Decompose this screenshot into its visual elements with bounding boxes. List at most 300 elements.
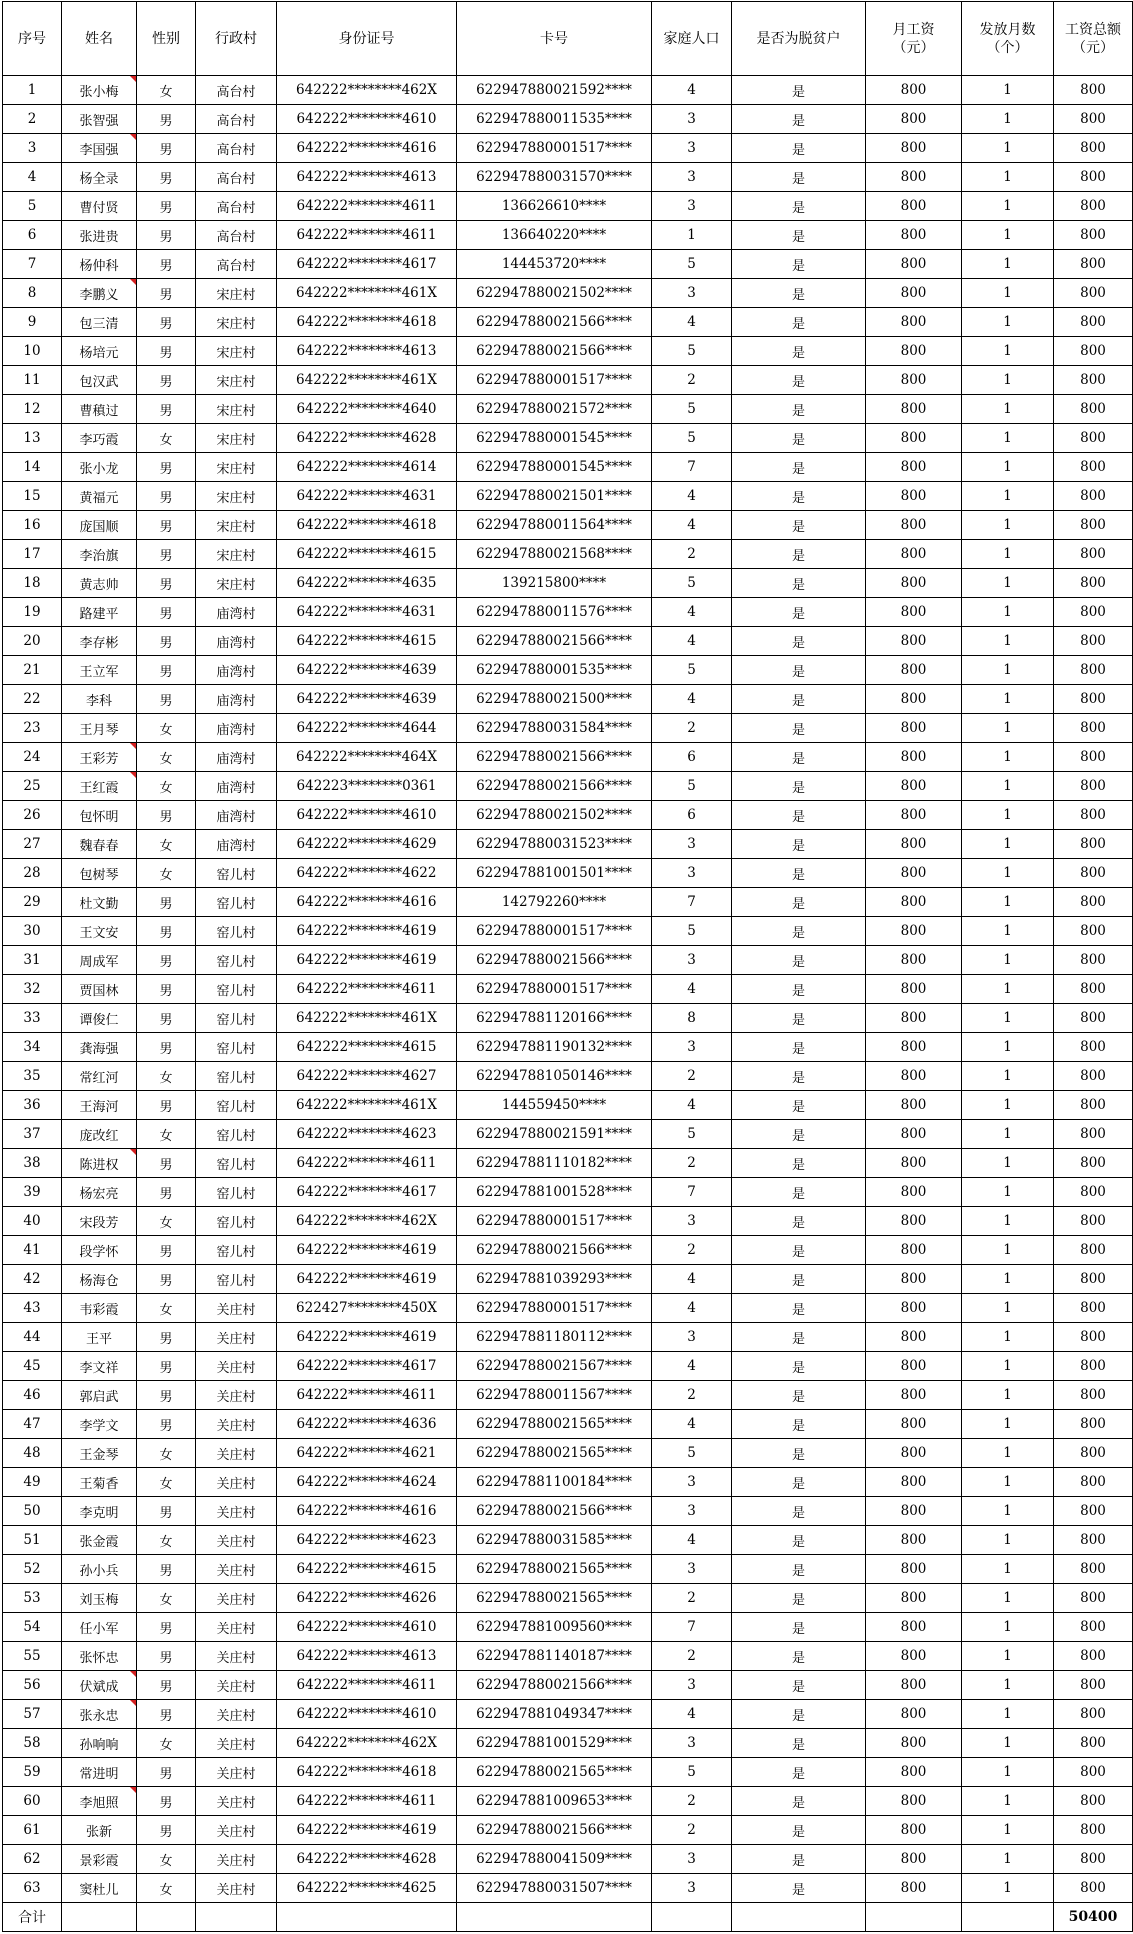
- cell-village: 宋庄村: [196, 453, 277, 482]
- cell-months-paid: 1: [962, 1845, 1054, 1874]
- header-family: 家庭人口: [652, 2, 732, 76]
- cell-village: 关庄村: [196, 1700, 277, 1729]
- cell-family-size: 3: [652, 1845, 732, 1874]
- cell-family-size: 5: [652, 395, 732, 424]
- table-row: [3, 946, 1133, 975]
- cell-total-wage: 800: [1054, 801, 1133, 830]
- cell-total-wage: 800: [1054, 1236, 1133, 1265]
- cell-monthly-wage: 800: [866, 424, 962, 453]
- cell-village: 关庄村: [196, 1729, 277, 1758]
- cell-gender: 男: [137, 1613, 196, 1642]
- cell-village: 庙湾村: [196, 743, 277, 772]
- cell-no: 21: [3, 656, 62, 685]
- cell-family-size: 5: [652, 569, 732, 598]
- cell-id-number: 642222********4611: [277, 975, 457, 1004]
- cell-months-paid: 1: [962, 946, 1054, 975]
- cell-card-number: 622947881050146****: [457, 1062, 652, 1091]
- cell-gender: 男: [137, 482, 196, 511]
- cell-monthly-wage: 800: [866, 1642, 962, 1671]
- cell-family-size: 2: [652, 1584, 732, 1613]
- cell-monthly-wage: 800: [866, 1816, 962, 1845]
- cell-card-number: 622947880021566****: [457, 627, 652, 656]
- cell-no: 19: [3, 598, 62, 627]
- cell-name: 杨宏亮: [62, 1178, 137, 1207]
- cell-total-wage: 800: [1054, 279, 1133, 308]
- cell-gender: 女: [137, 1526, 196, 1555]
- cell-gender: 男: [137, 1787, 196, 1816]
- cell-village: 庙湾村: [196, 830, 277, 859]
- cell-poverty-status: 是: [732, 1062, 866, 1091]
- cell-id-number: 642222********4622: [277, 859, 457, 888]
- cell-family-size: 4: [652, 1091, 732, 1120]
- cell-village: 窑儿村: [196, 1178, 277, 1207]
- cell-family-size: 2: [652, 1642, 732, 1671]
- cell-village: 高台村: [196, 250, 277, 279]
- cell-monthly-wage: 800: [866, 250, 962, 279]
- cell-village: 高台村: [196, 163, 277, 192]
- cell-monthly-wage: 800: [866, 1178, 962, 1207]
- cell-gender: 男: [137, 975, 196, 1004]
- cell-poverty-status: 是: [732, 482, 866, 511]
- cell-id-number: 642222********4619: [277, 1236, 457, 1265]
- table-row: [3, 1816, 1133, 1845]
- cell-months-paid: 1: [962, 76, 1054, 105]
- cell-family-size: 2: [652, 1062, 732, 1091]
- cell-no: 25: [3, 772, 62, 801]
- cell-months-paid: 1: [962, 1062, 1054, 1091]
- cell-card-number: 622947881190132****: [457, 1033, 652, 1062]
- cell-months-paid: 1: [962, 192, 1054, 221]
- cell-name: 张智强: [62, 105, 137, 134]
- cell-name: 路建平: [62, 598, 137, 627]
- cell-total-wage: 800: [1054, 975, 1133, 1004]
- cell-months-paid: 1: [962, 511, 1054, 540]
- cell-name: 张永忠: [62, 1700, 137, 1729]
- cell-no: 54: [3, 1613, 62, 1642]
- cell-months-paid: 1: [962, 1874, 1054, 1903]
- cell-name: 李存彬: [62, 627, 137, 656]
- cell-name: 杨仲科: [62, 250, 137, 279]
- cell-months-paid: 1: [962, 1265, 1054, 1294]
- cell-no: 17: [3, 540, 62, 569]
- cell-family-size: 4: [652, 1526, 732, 1555]
- cell-id-number: 642222********4617: [277, 1352, 457, 1381]
- cell-total-wage: 800: [1054, 1468, 1133, 1497]
- cell-total-wage: 800: [1054, 337, 1133, 366]
- cell-id-number: 642222********461X: [277, 366, 457, 395]
- cell-total-wage: 800: [1054, 76, 1133, 105]
- cell-poverty-status: 是: [732, 1323, 866, 1352]
- cell-gender: 男: [137, 1410, 196, 1439]
- cell-card-number: 622947880021566****: [457, 743, 652, 772]
- header-total-line1: 工资总额: [1065, 21, 1121, 38]
- cell-family-size: 7: [652, 1178, 732, 1207]
- cell-village: 高台村: [196, 221, 277, 250]
- cell-gender: 男: [137, 163, 196, 192]
- cell-name: 陈进权: [62, 1149, 137, 1178]
- cell-total-wage: 800: [1054, 1062, 1133, 1091]
- cell-id-number: 642222********4625: [277, 1874, 457, 1903]
- cell-id-number: 642222********4616: [277, 134, 457, 163]
- cell-gender: 男: [137, 1816, 196, 1845]
- cell-monthly-wage: 800: [866, 975, 962, 1004]
- cell-no: 61: [3, 1816, 62, 1845]
- cell-total-wage: 800: [1054, 1004, 1133, 1033]
- cell-card-number: 622947880021565****: [457, 1555, 652, 1584]
- cell-poverty-status: 是: [732, 308, 866, 337]
- cell-monthly-wage: 800: [866, 685, 962, 714]
- cell-village: 关庄村: [196, 1410, 277, 1439]
- cell-no: 29: [3, 888, 62, 917]
- cell-village: 宋庄村: [196, 279, 277, 308]
- cell-months-paid: 1: [962, 801, 1054, 830]
- cell-gender: 女: [137, 714, 196, 743]
- cell-village: 窑儿村: [196, 888, 277, 917]
- cell-village: 庙湾村: [196, 685, 277, 714]
- table-row: [3, 627, 1133, 656]
- cell-id-number: 642222********4617: [277, 1178, 457, 1207]
- cell-name: 包树琴: [62, 859, 137, 888]
- cell-name: 杨培元: [62, 337, 137, 366]
- cell-card-number: 622947880031523****: [457, 830, 652, 859]
- cell-id-number: 642222********462X: [277, 1207, 457, 1236]
- cell-family-size: 2: [652, 1381, 732, 1410]
- cell-village: 关庄村: [196, 1381, 277, 1410]
- cell-poverty-status: 是: [732, 1410, 866, 1439]
- table-row: [3, 772, 1133, 801]
- cell-name: 孙响响: [62, 1729, 137, 1758]
- cell-card-number: 622947881001528****: [457, 1178, 652, 1207]
- cell-no: 30: [3, 917, 62, 946]
- cell-months-paid: 1: [962, 453, 1054, 482]
- cell-card-number: 622947880021565****: [457, 1584, 652, 1613]
- header-months: [962, 2, 1054, 76]
- cell-monthly-wage: 800: [866, 1758, 962, 1787]
- cell-gender: 男: [137, 134, 196, 163]
- cell-monthly-wage: 800: [866, 308, 962, 337]
- cell-family-size: 5: [652, 917, 732, 946]
- cell-family-size: 2: [652, 366, 732, 395]
- cell-family-size: 5: [652, 1120, 732, 1149]
- cell-village: 宋庄村: [196, 337, 277, 366]
- cell-poverty-status: 是: [732, 424, 866, 453]
- cell-total-wage: 800: [1054, 598, 1133, 627]
- table-row: [3, 1381, 1133, 1410]
- cell-gender: 男: [137, 598, 196, 627]
- table-row: [3, 1729, 1133, 1758]
- cell-name: 黄福元: [62, 482, 137, 511]
- cell-gender: 男: [137, 337, 196, 366]
- cell-family-size: 3: [652, 279, 732, 308]
- cell-no: 34: [3, 1033, 62, 1062]
- cell-id-number: 642222********4628: [277, 424, 457, 453]
- cell-total-wage: 800: [1054, 946, 1133, 975]
- cell-village: 窑儿村: [196, 1265, 277, 1294]
- table-row: [3, 337, 1133, 366]
- cell-gender: 女: [137, 1845, 196, 1874]
- cell-family-size: 4: [652, 1294, 732, 1323]
- cell-total-wage: 800: [1054, 221, 1133, 250]
- cell-monthly-wage: 800: [866, 1352, 962, 1381]
- cell-family-size: 6: [652, 801, 732, 830]
- cell-village: 窑儿村: [196, 1120, 277, 1149]
- table-row: [3, 1787, 1133, 1816]
- cell-months-paid: 1: [962, 1468, 1054, 1497]
- cell-card-number: 622947881001501****: [457, 859, 652, 888]
- cell-total-wage: 800: [1054, 482, 1133, 511]
- cell-name: 包汉武: [62, 366, 137, 395]
- cell-gender: 男: [137, 685, 196, 714]
- cell-months-paid: 1: [962, 888, 1054, 917]
- cell-name: 郭启武: [62, 1381, 137, 1410]
- cell-total-wage: 800: [1054, 743, 1133, 772]
- cell-gender: 女: [137, 1729, 196, 1758]
- cell-total-wage: 800: [1054, 859, 1133, 888]
- cell-card-number: 622947881180112****: [457, 1323, 652, 1352]
- cell-monthly-wage: 800: [866, 627, 962, 656]
- cell-id-number: 642222********4610: [277, 105, 457, 134]
- cell-village: 关庄村: [196, 1323, 277, 1352]
- cell-poverty-status: 是: [732, 1120, 866, 1149]
- cell-gender: 女: [137, 830, 196, 859]
- cell-monthly-wage: 800: [866, 1323, 962, 1352]
- cell-family-size: 4: [652, 627, 732, 656]
- cell-name: 张新: [62, 1816, 137, 1845]
- cell-family-size: 3: [652, 1555, 732, 1584]
- cell-months-paid: 1: [962, 598, 1054, 627]
- cell-gender: 女: [137, 1207, 196, 1236]
- cell-months-paid: 1: [962, 1729, 1054, 1758]
- cell-poverty-status: 是: [732, 1700, 866, 1729]
- cell-id-number: 642222********4618: [277, 511, 457, 540]
- cell-no: 10: [3, 337, 62, 366]
- table-row: [3, 1410, 1133, 1439]
- cell-gender: 男: [137, 946, 196, 975]
- table-row: [3, 540, 1133, 569]
- cell-monthly-wage: 800: [866, 1671, 962, 1700]
- cell-family-size: 7: [652, 453, 732, 482]
- cell-monthly-wage: 800: [866, 888, 962, 917]
- cell-poverty-status: 是: [732, 366, 866, 395]
- cell-village: 关庄村: [196, 1439, 277, 1468]
- cell-no: 50: [3, 1497, 62, 1526]
- cell-id-number: 642222********4611: [277, 1381, 457, 1410]
- cell-name: 杨全录: [62, 163, 137, 192]
- cell-village: 关庄村: [196, 1468, 277, 1497]
- cell-total-wage: 800: [1054, 424, 1133, 453]
- cell-gender: 男: [137, 888, 196, 917]
- cell-poverty-status: 是: [732, 1033, 866, 1062]
- cell-card-number: 622947881100184****: [457, 1468, 652, 1497]
- cell-id-number: 642222********4613: [277, 337, 457, 366]
- table-row: [3, 1874, 1133, 1903]
- cell-poverty-status: 是: [732, 569, 866, 598]
- cell-card-number: 622947880041509****: [457, 1845, 652, 1874]
- cell-poverty-status: 是: [732, 859, 866, 888]
- cell-card-number: 622947881120166****: [457, 1004, 652, 1033]
- cell-family-size: 3: [652, 946, 732, 975]
- cell-family-size: 3: [652, 859, 732, 888]
- cell-card-number: 622947880001545****: [457, 424, 652, 453]
- table-row: [3, 1671, 1133, 1700]
- table-row: [3, 1236, 1133, 1265]
- header-poor: 是否为脱贫户: [732, 2, 866, 76]
- table-row: [3, 975, 1133, 1004]
- cell-months-paid: 1: [962, 395, 1054, 424]
- cell-village: 关庄村: [196, 1845, 277, 1874]
- cell-id-number: 642222********4640: [277, 395, 457, 424]
- cell-card-number: 622947880001517****: [457, 1207, 652, 1236]
- cell-name: 段学怀: [62, 1236, 137, 1265]
- cell-name: 孙小兵: [62, 1555, 137, 1584]
- cell-name: 张进贵: [62, 221, 137, 250]
- total-label: 合计: [3, 1903, 62, 1932]
- cell-no: 62: [3, 1845, 62, 1874]
- table-row: [3, 714, 1133, 743]
- cell-village: 窑儿村: [196, 1033, 277, 1062]
- cell-poverty-status: 是: [732, 1381, 866, 1410]
- cell-id-number: 642222********4623: [277, 1120, 457, 1149]
- cell-no: 47: [3, 1410, 62, 1439]
- cell-months-paid: 1: [962, 1439, 1054, 1468]
- total-empty-cell: [277, 1903, 457, 1932]
- cell-no: 37: [3, 1120, 62, 1149]
- cell-card-number: 144453720****: [457, 250, 652, 279]
- cell-no: 43: [3, 1294, 62, 1323]
- cell-monthly-wage: 800: [866, 1613, 962, 1642]
- cell-gender: 女: [137, 424, 196, 453]
- cell-total-wage: 800: [1054, 1787, 1133, 1816]
- cell-no: 36: [3, 1091, 62, 1120]
- cell-months-paid: 1: [962, 1410, 1054, 1439]
- cell-name: 宋段芳: [62, 1207, 137, 1236]
- cell-id-number: 642222********4611: [277, 1787, 457, 1816]
- cell-family-size: 4: [652, 598, 732, 627]
- cell-no: 32: [3, 975, 62, 1004]
- cell-monthly-wage: 800: [866, 1381, 962, 1410]
- cell-village: 宋庄村: [196, 424, 277, 453]
- table-row: [3, 134, 1133, 163]
- cell-id-number: 642222********464X: [277, 743, 457, 772]
- cell-total-wage: 800: [1054, 1352, 1133, 1381]
- cell-months-paid: 1: [962, 1700, 1054, 1729]
- cell-village: 宋庄村: [196, 569, 277, 598]
- cell-card-number: 622947880021566****: [457, 946, 652, 975]
- cell-monthly-wage: 800: [866, 1149, 962, 1178]
- cell-id-number: 642222********461X: [277, 1091, 457, 1120]
- cell-id-number: 642222********4635: [277, 569, 457, 598]
- cell-no: 56: [3, 1671, 62, 1700]
- cell-family-size: 1: [652, 221, 732, 250]
- cell-card-number: 622947880021566****: [457, 772, 652, 801]
- cell-id-number: 642222********461X: [277, 279, 457, 308]
- cell-id-number: 642222********4613: [277, 1642, 457, 1671]
- cell-poverty-status: 是: [732, 453, 866, 482]
- cell-poverty-status: 是: [732, 685, 866, 714]
- total-empty-cell: [457, 1903, 652, 1932]
- cell-total-wage: 800: [1054, 1613, 1133, 1642]
- cell-monthly-wage: 800: [866, 656, 962, 685]
- total-empty-cell: [652, 1903, 732, 1932]
- cell-months-paid: 1: [962, 772, 1054, 801]
- cell-no: 46: [3, 1381, 62, 1410]
- cell-total-wage: 800: [1054, 250, 1133, 279]
- cell-monthly-wage: 800: [866, 1845, 962, 1874]
- cell-family-size: 3: [652, 134, 732, 163]
- cell-months-paid: 1: [962, 279, 1054, 308]
- cell-gender: 男: [137, 1091, 196, 1120]
- table-row: [3, 279, 1133, 308]
- cell-no: 48: [3, 1439, 62, 1468]
- cell-gender: 男: [137, 656, 196, 685]
- total-value: 50400: [1054, 1903, 1133, 1932]
- cell-monthly-wage: 800: [866, 1700, 962, 1729]
- table-row: [3, 1845, 1133, 1874]
- cell-id-number: 642222********4615: [277, 627, 457, 656]
- cell-no: 13: [3, 424, 62, 453]
- cell-name: 刘玉梅: [62, 1584, 137, 1613]
- cell-gender: 男: [137, 1758, 196, 1787]
- cell-poverty-status: 是: [732, 1526, 866, 1555]
- cell-no: 41: [3, 1236, 62, 1265]
- cell-village: 宋庄村: [196, 366, 277, 395]
- cell-village: 关庄村: [196, 1613, 277, 1642]
- table-row: [3, 685, 1133, 714]
- cell-gender: 男: [137, 1352, 196, 1381]
- cell-name: 包怀明: [62, 801, 137, 830]
- cell-name: 黄志帅: [62, 569, 137, 598]
- cell-monthly-wage: 800: [866, 540, 962, 569]
- cell-family-size: 3: [652, 830, 732, 859]
- cell-name: 王月琴: [62, 714, 137, 743]
- cell-months-paid: 1: [962, 1613, 1054, 1642]
- cell-months-paid: 1: [962, 1642, 1054, 1671]
- cell-months-paid: 1: [962, 1497, 1054, 1526]
- table-row: [3, 1642, 1133, 1671]
- cell-total-wage: 800: [1054, 1816, 1133, 1845]
- cell-gender: 女: [137, 1584, 196, 1613]
- cell-id-number: 642222********4611: [277, 221, 457, 250]
- cell-monthly-wage: 800: [866, 714, 962, 743]
- cell-no: 51: [3, 1526, 62, 1555]
- cell-card-number: 622947880021568****: [457, 540, 652, 569]
- cell-total-wage: 800: [1054, 1381, 1133, 1410]
- cell-name: 张金霞: [62, 1526, 137, 1555]
- cell-id-number: 642222********4616: [277, 1497, 457, 1526]
- cell-total-wage: 800: [1054, 1700, 1133, 1729]
- cell-months-paid: 1: [962, 308, 1054, 337]
- total-empty-cell: [962, 1903, 1054, 1932]
- table-row: [3, 105, 1133, 134]
- cell-id-number: 642222********462X: [277, 1729, 457, 1758]
- cell-family-size: 3: [652, 1323, 732, 1352]
- cell-total-wage: 800: [1054, 1642, 1133, 1671]
- cell-poverty-status: 是: [732, 1584, 866, 1613]
- cell-total-wage: 800: [1054, 1526, 1133, 1555]
- cell-total-wage: 800: [1054, 569, 1133, 598]
- cell-months-paid: 1: [962, 1555, 1054, 1584]
- cell-village: 关庄村: [196, 1584, 277, 1613]
- cell-id-number: 642222********4639: [277, 656, 457, 685]
- cell-card-number: 622947880001545****: [457, 453, 652, 482]
- table-row: [3, 1555, 1133, 1584]
- cell-total-wage: 800: [1054, 395, 1133, 424]
- cell-months-paid: 1: [962, 1381, 1054, 1410]
- cell-months-paid: 1: [962, 1178, 1054, 1207]
- cell-monthly-wage: 800: [866, 1497, 962, 1526]
- cell-poverty-status: 是: [732, 1265, 866, 1294]
- cell-no: 35: [3, 1062, 62, 1091]
